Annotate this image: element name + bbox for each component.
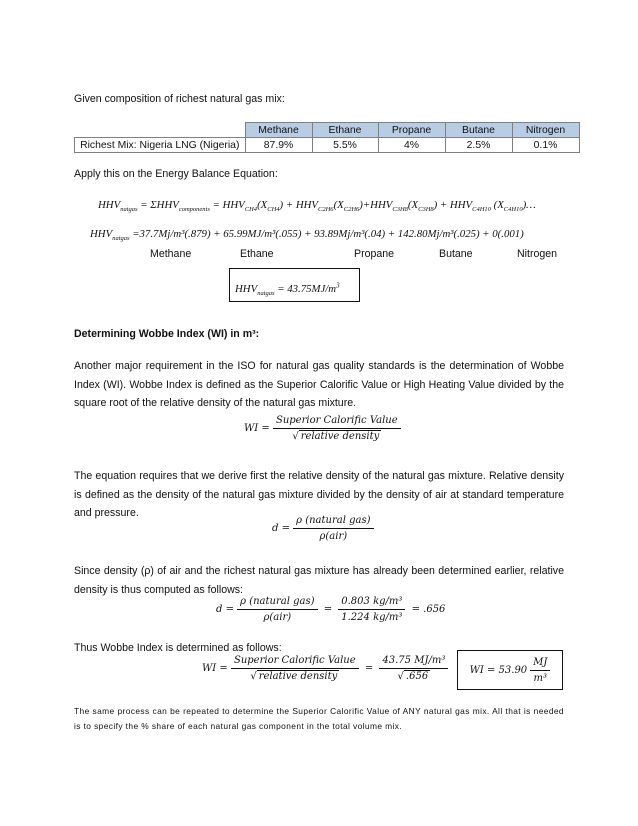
fraction <box>293 515 373 542</box>
wobbe-calculation <box>202 655 448 682</box>
equation-text: $HHV_{natgas} = \Sigma HHV_{components} = HHV_{CH4}(X_{CH4}) + HHV_{C2H6}(X_{C2H6})+HHV_{C3H8}(X_{C3H8}) + HHV_{C4H10}$ $(X_{C4H10})\dots$ <box>98 199 536 214</box>
apply-text: Apply this on the Energy Balance Equation: <box>74 168 278 180</box>
square-root: √ .656 <box>397 671 429 682</box>
equals-sign: = <box>323 604 333 615</box>
result-text: $HHV_{natgas} = 43.75MJ/m^3$ <box>235 281 340 297</box>
wobbe-result-box <box>457 650 563 690</box>
square-root: √ relative density <box>292 431 380 442</box>
radicand: .656 <box>405 671 429 682</box>
fraction <box>379 655 448 682</box>
equation-text: $HHV_{natgas} =37.7Mj/m^3(.879) + 65.99MJ/m^3(.055) + 93.89Mj/m^3(.04) + 142.80Mj/m^3(.025) + 0(.001)$ <box>90 228 524 243</box>
fraction <box>273 415 401 442</box>
density-formula <box>272 515 374 542</box>
table-header-cell: Methane <box>245 123 312 138</box>
numerator: Superior Calorific Value <box>231 655 359 669</box>
result-lhs: WI = 53.90 <box>469 664 528 676</box>
table-corner <box>75 123 246 138</box>
fraction <box>338 596 405 623</box>
component-label: Nitrogen <box>517 248 558 260</box>
paragraph: Since density (ρ) of air and the richest natural gas mixture has already been determined earlier, relative density is thus computed as follows: <box>74 565 564 596</box>
numerator: MJ <box>530 657 550 671</box>
denominator <box>289 429 384 442</box>
equals-sign: = <box>364 663 374 674</box>
result-value: = .656 <box>411 604 446 615</box>
numerator: ρ (natural gas) <box>237 596 317 610</box>
table-row <box>75 138 580 153</box>
component-label: Methane <box>150 248 192 260</box>
table-cell: 87.9% <box>245 138 312 153</box>
denominator <box>395 669 434 682</box>
radicand: relative density <box>258 671 338 682</box>
fraction <box>530 657 550 684</box>
numerator: Superior Calorific Value <box>273 415 401 429</box>
denominator: m³ <box>533 672 548 684</box>
table-header-cell: Ethane <box>312 123 378 138</box>
denominator: 1.224 kg/m³ <box>341 612 403 623</box>
numerator: 43.75 MJ/m³ <box>379 655 448 669</box>
table-header-cell: Nitrogen <box>512 123 579 138</box>
energy-balance-equation <box>98 199 536 213</box>
paragraph: Another major requirement in the ISO for natural gas quality standards is the determination of Wobbe Index (WI). Wobbe Index is defined as the Superior Calorific Value or High Heating Value divided by the square root of the relative density of the natural gas mixture. <box>74 360 564 409</box>
formula-lhs: WI = <box>202 663 228 674</box>
table-row-label: Richest Mix: Nigeria LNG (Nigeria) <box>75 138 246 153</box>
paragraph: The equation requires that we derive first the relative density of the natural gas mixture. Relative density is defined as the density of the natural gas mixture divided by the density of air at standard temperature and pressure. <box>74 470 564 519</box>
table-cell: 0.1% <box>512 138 579 153</box>
numerator: ρ (natural gas) <box>293 515 373 529</box>
intro-text: Given composition of richest natural gas mix: <box>74 93 285 105</box>
result-box <box>229 268 360 302</box>
fraction <box>237 596 317 623</box>
component-label: Propane <box>354 248 395 260</box>
composition-table <box>74 122 580 153</box>
table-cell: 5.5% <box>312 138 378 153</box>
radicand: relative density <box>300 431 380 442</box>
table-header-cell: Butane <box>445 123 512 138</box>
wobbe-formula <box>244 415 401 442</box>
component-label: Ethane <box>240 248 274 260</box>
denominator <box>247 669 342 682</box>
denominator: ρ(air) <box>263 612 292 623</box>
density-calculation <box>216 596 445 623</box>
formula-lhs: d = <box>272 523 290 534</box>
closing-paragraph: The same process can be repeated to determine the Superior Calorific Value of ANY natural gas mix. All that is needed is to specify the % share of each natural gas component in the total volume mix. <box>74 706 564 731</box>
component-label: Butane <box>439 248 473 260</box>
section-heading: Determining Wobbe Index (WI) in m³: <box>74 328 260 340</box>
table-cell: 4% <box>378 138 445 153</box>
square-root: √ relative density <box>250 671 338 682</box>
formula-lhs: d = <box>216 604 234 615</box>
table-header-cell: Propane <box>378 123 445 138</box>
denominator: ρ(air) <box>319 531 348 542</box>
hhv-calculation <box>90 228 524 242</box>
table-cell: 2.5% <box>445 138 512 153</box>
paragraph: Thus Wobbe Index is determined as follows: <box>74 642 282 654</box>
numerator: 0.803 kg/m³ <box>338 596 405 610</box>
fraction <box>231 655 359 682</box>
formula-lhs: WI = <box>244 423 270 434</box>
table-header-row <box>75 123 580 138</box>
